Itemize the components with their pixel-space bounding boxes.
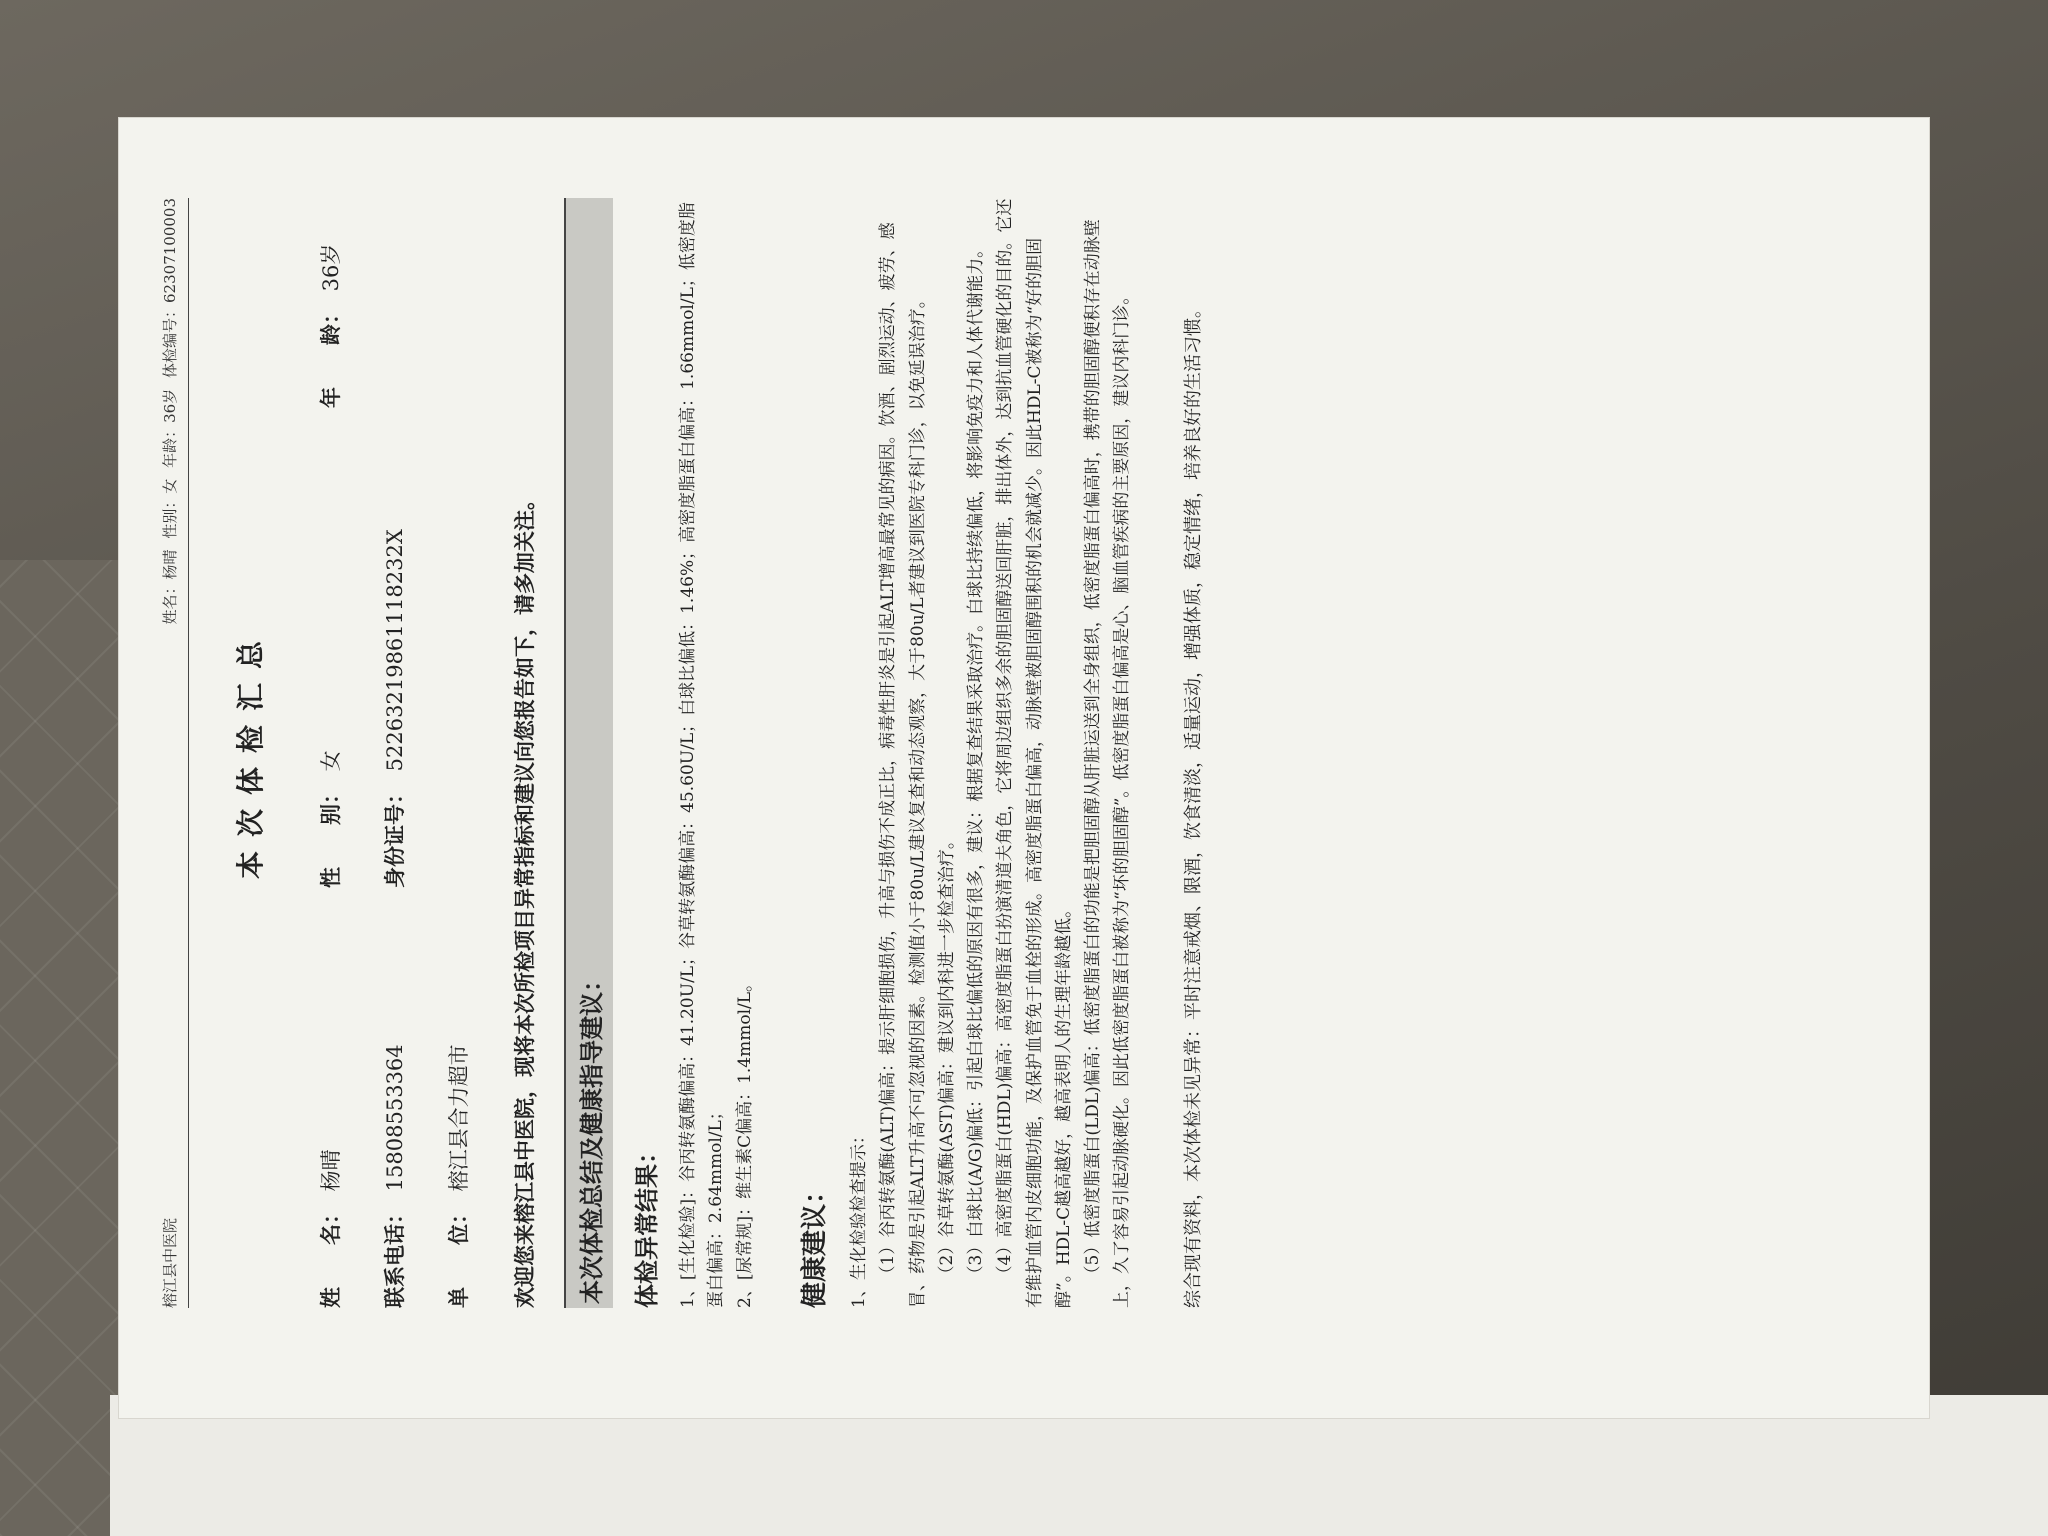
advice-list [845,198,1137,1308]
name-value: 杨晴 [319,1149,343,1192]
unit-value: 榕江县合力超市 [447,1044,471,1192]
header-patient-info [159,198,180,630]
header-gender: 性别：女 [161,478,179,539]
header-name: 姓名：杨晴 [161,549,179,625]
unit-cell [443,888,473,1308]
gender-value: 女 [319,750,343,772]
age-value: 36岁 [319,243,343,292]
page-header [159,198,189,1308]
empty-cell [379,208,409,408]
welcome-text: 欢迎您来榕江县中医院，现将本次所检项目异常指标和建议向您报告如下，请多加关注。 [512,489,537,1308]
header-exam-number: 体检编号：62307100003 [161,198,179,378]
name-label: 姓 名： [318,1203,343,1308]
summary-text: 综合现有资料，本次体检未见异常：平时注意戒烟、限酒，饮食清淡，适量运动，增强体质，稳定情绪，培养良好的生活习惯。 [1182,300,1204,1308]
age-label: 年 龄： [318,303,343,408]
abnormal-list [674,198,761,1308]
abnormal-item: 2、[尿常规]：维生素C偏高：1.4mmol/L。 [735,974,756,1308]
id-label: 身份证号： [382,783,407,888]
phone-label: 联系电话： [382,1203,407,1308]
header-age: 年龄：36岁 [161,388,179,468]
name-cell [315,888,345,1308]
unit-label: 单 位： [446,1203,471,1308]
id-cell [379,408,409,888]
patient-info [315,198,473,1308]
section-heading: 本次体检总结及健康指导建议： [564,198,613,1308]
report-content [159,198,1209,1308]
id-value: 52263219861118232X [383,529,407,772]
advice-intro: 1、生化检验检查提示： [849,1127,870,1308]
phone-cell [379,888,409,1308]
hospital-name: 榕江县中医院 [161,1217,179,1308]
advice-item: （3）白球比(A/G)偏低：引起白球比偏低的原因有很多，建议：根据复查结果采取治疗。白球比持续偏低，将影响免疫力和人体代谢能力。 [966,240,987,1283]
age-cell [315,208,345,408]
gender-cell [315,408,345,888]
report-page [119,118,1929,1418]
advice-item: （2）谷草转氨酶(AST)偏高：建议到内科进一步检查治疗。 [936,832,957,1283]
advice-item: （5）低密度脂蛋白(LDL)偏高：低密度脂蛋白的功能是把胆固醇从肝脏运送到全身组织，低密度脂蛋白偏高时，携带的胆固醇便积存在动脉壁上，久了容易引起动脉硬化。因此低密度脂蛋白被称为“坏的胆固醇”。低密度脂蛋白偏高是心、脑血管疾病的主要原因，建议内科门诊。 [1083,219,1133,1308]
advice-item: （4）高密度脂蛋白(HDL)偏高：高密度脂蛋白扮演清道夫角色，它将周边组织多余的胆固醇送回肝脏，排出体外，达到抗血管硬化的目的。它还有维护血管内皮细胞功能，及保护血管免于血栓的形成。高密度脂蛋白偏高，动脉壁被胆固醇围积的机会就减少。因此HDL-C被称为“好的胆固醇”。HDL-C越高越好，越高表明人的生理年龄越低。 [995,198,1074,1308]
health-heading: 健康建议： [800,1177,831,1308]
gender-label: 性 别： [318,783,343,888]
advice-item: （1）谷丙转氨酶(ALT)偏高：提示肝细胞损伤，升高与损伤不成正比，病毒性肝炎是引起ALT增高最常见的病因。饮酒、剧烈运动、疲劳、感冒、药物是引起ALT升高不可忽视的因素。检测值小于80u/L建议复查和动态观察，大于80u/L者建议到医院专科门诊，以免延误治疗。 [878,222,928,1308]
page-title: 本次体检汇总 [234,627,267,880]
abnormal-heading: 体检异常结果： [631,1140,661,1308]
abnormal-item: 1、[生化检验]：谷丙转氨酶偏高：41.20U/L；谷草转氨酶偏高：45.60U/L；白球比偏低：1.46%；高密度脂蛋白偏高：1.66mmol/L；低密度脂蛋白偏高：2.64mmol/L； [677,202,727,1308]
phone-value: 15808553364 [383,1044,407,1192]
